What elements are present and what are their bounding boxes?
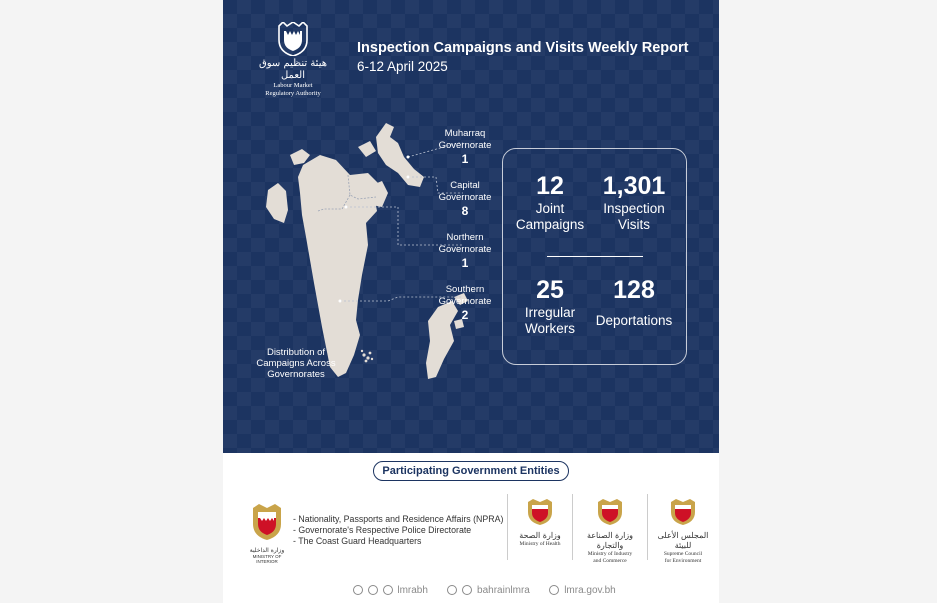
- ministry-of-interior-logo: [245, 502, 289, 564]
- map-caption-line-3: Governorates: [267, 369, 325, 380]
- governorate-count: 8: [461, 204, 469, 218]
- logo-english-line-1: Labour Market: [273, 82, 313, 89]
- stat-label-line-1: Deportations: [595, 313, 673, 328]
- ministry-arabic-text: وزارة الصحة: [519, 531, 561, 540]
- stat-label-line-2: Campaigns: [515, 217, 585, 232]
- entity-item: - Nationality, Passports and Residence Affairs (NPRA): [293, 514, 503, 525]
- stat-inspection-visits: [589, 171, 679, 233]
- ministry-english-line-2: and Commerce: [593, 557, 627, 564]
- main-island-shape: [298, 155, 382, 377]
- participating-entities-heading: Participating Government Entities: [373, 461, 569, 481]
- stat-irregular-workers: [505, 275, 595, 337]
- supreme-council-environment-logo: [651, 498, 715, 564]
- stat-joint-campaigns: [505, 171, 595, 233]
- governorate-muharraq: [425, 128, 505, 167]
- logo-english-line-2: Regulatory Authority: [265, 90, 321, 97]
- governorate-name-line-1: Southern: [445, 284, 485, 295]
- governorate-name-line-2: Governorate: [438, 191, 492, 203]
- stat-value: 128: [613, 276, 655, 304]
- interior-english-text: MINISTRY OF INTERIOR: [252, 554, 282, 564]
- industry-emblem-icon: [596, 498, 624, 526]
- website-link[interactable]: lmra.gov.bh: [564, 585, 616, 596]
- social-handle-bahrainlmra[interactable]: bahrainlmra: [477, 585, 530, 596]
- globe-icon[interactable]: [549, 585, 559, 595]
- social-handle-lmrabh[interactable]: lmrabh: [397, 585, 428, 596]
- governorate-name-line-2: Governorate: [438, 295, 492, 307]
- separator-line: [572, 494, 573, 560]
- sitra-island-shape: [372, 181, 388, 207]
- ministry-english-line-1: Ministry of Industry: [587, 551, 633, 557]
- facebook-icon[interactable]: [447, 585, 457, 595]
- map-caption: [251, 347, 341, 380]
- governorate-count: 1: [461, 152, 469, 166]
- logo-arabic-text: هيئة تنظيم سوق العمل: [258, 58, 327, 81]
- lmra-logo: [253, 22, 333, 98]
- ministry-arabic-text: وزارة الصناعة والتجارة: [586, 531, 634, 550]
- environment-emblem-icon: [669, 498, 697, 526]
- stat-label-line-1: Joint: [535, 201, 565, 216]
- ministry-arabic-text: المجلس الأعلى للبيئة: [657, 531, 709, 550]
- north-west-islet-shape: [290, 149, 310, 165]
- linkedin-icon[interactable]: [462, 585, 472, 595]
- stat-deportations: [589, 275, 679, 329]
- instagram-icon[interactable]: [353, 585, 363, 595]
- interior-arabic-text: وزارة الداخلية: [249, 547, 285, 554]
- threads-icon[interactable]: [383, 585, 393, 595]
- stat-value: 25: [536, 276, 564, 304]
- ministry-english-line-1: Ministry of Health: [519, 541, 561, 547]
- stats-divider: [547, 256, 643, 257]
- governorate-name-line-1: Northern: [446, 232, 484, 243]
- muharraq-islet-shape: [358, 141, 376, 157]
- governorate-name-line-1: Capital: [450, 180, 480, 191]
- stat-label-line-2: Visits: [617, 217, 650, 232]
- stat-label-line-1: Irregular: [524, 305, 576, 320]
- governorate-count: 1: [461, 256, 469, 270]
- western-island-shape: [266, 183, 288, 223]
- governorate-southern: [425, 284, 505, 323]
- report-header-section: [223, 0, 719, 453]
- map-caption-line-1: Distribution of: [266, 347, 326, 358]
- governorate-capital: [425, 180, 505, 219]
- x-icon[interactable]: [368, 585, 378, 595]
- entity-item: - Governorate's Respective Police Directorate: [293, 525, 503, 536]
- entities-list: [293, 514, 503, 547]
- report-title: Inspection Campaigns and Visits Weekly Report: [357, 40, 689, 56]
- map-caption-line-2: Campaigns Across: [256, 358, 336, 369]
- governorate-northern: [425, 232, 505, 271]
- interior-emblem-icon: [249, 502, 285, 542]
- crown-emblem-icon: [275, 22, 311, 56]
- governorate-name-line-1: Muharraq: [444, 128, 486, 139]
- entity-item: - The Coast Guard Headquarters: [293, 536, 503, 547]
- report-poster: [223, 0, 719, 603]
- stat-label-line-1: Inspection: [603, 201, 665, 216]
- governorate-count: 2: [461, 308, 469, 322]
- governorate-name-line-2: Governorate: [438, 139, 492, 151]
- stat-value: 1,301: [602, 172, 666, 200]
- stat-label-line-2: Workers: [524, 321, 575, 336]
- stat-value: 12: [536, 172, 564, 200]
- governorate-name-line-2: Governorate: [438, 243, 492, 255]
- ministry-of-industry-logo: [578, 498, 642, 564]
- social-footer: [353, 585, 616, 596]
- ministry-english-line-2: for Environment: [664, 557, 702, 564]
- report-date-range: 6-12 April 2025: [357, 59, 448, 74]
- stats-panel: [502, 148, 687, 365]
- ministry-english-line-1: Supreme Council: [663, 551, 703, 557]
- ministry-of-health-logo: [508, 498, 572, 548]
- separator-line: [647, 494, 648, 560]
- health-emblem-icon: [526, 498, 554, 526]
